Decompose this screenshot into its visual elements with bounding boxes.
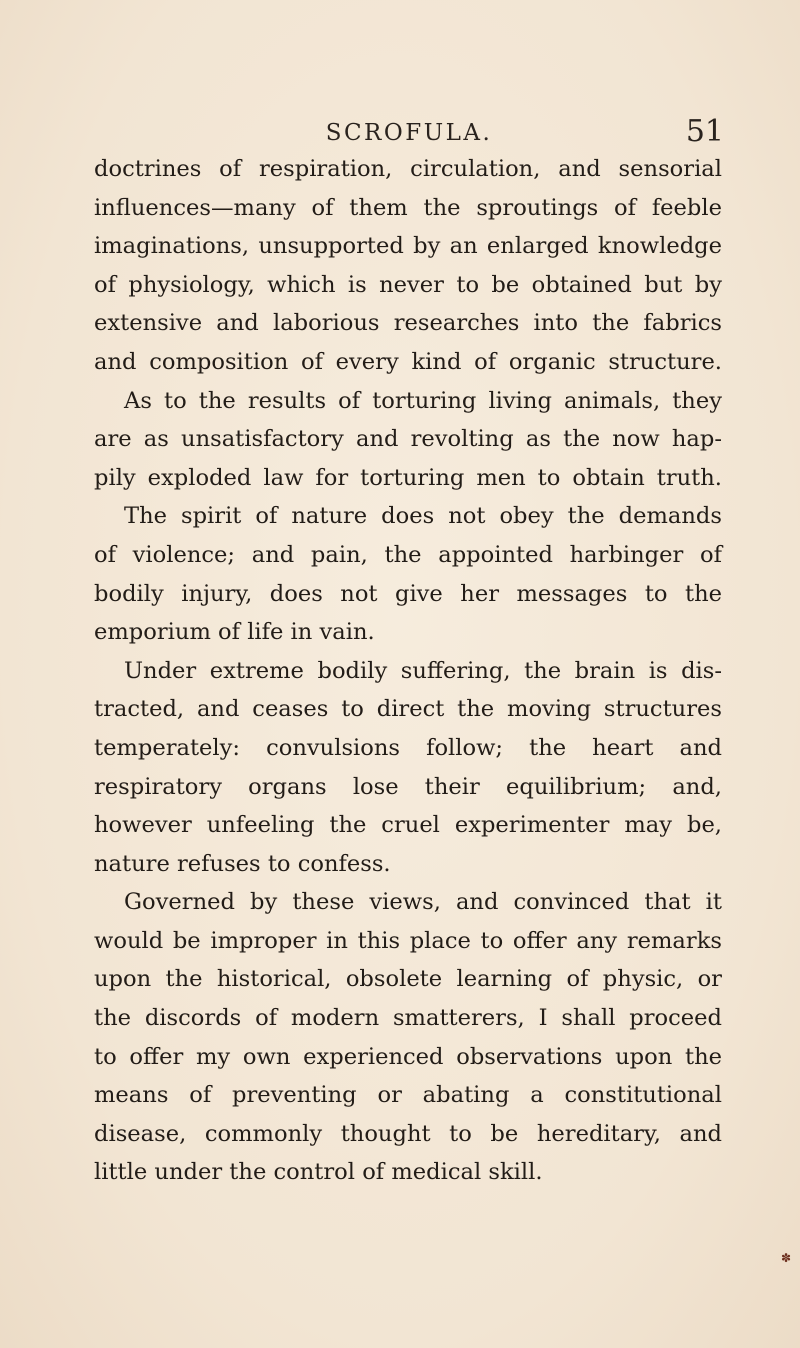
body-text	[94, 150, 722, 1192]
text-line: temperately: convulsions follow; the heart and	[94, 734, 722, 761]
text-line: respiratory organs lose their equilibrium; and,	[94, 773, 722, 800]
running-title: SCROFULA.	[325, 120, 493, 146]
text-line: bodily injury, does not give her messages to the	[94, 580, 722, 607]
text-line: doctrines of respiration, circulation, and sensorial	[94, 156, 722, 182]
text-line: little under the control of medical skill.	[94, 1159, 543, 1186]
ink-spot: ✽	[781, 1251, 792, 1265]
text-line: and composition of every kind of organic structure.	[94, 348, 722, 375]
text-line: extensive and laborious researches into the fabrics	[94, 310, 722, 337]
text-line: nature refuses to confess.	[94, 850, 391, 877]
text-line: upon the historical, obsolete learning of physic, or	[94, 966, 722, 993]
text-line: means of preventing or abating a constitutional	[94, 1082, 722, 1109]
text-line: The spirit of nature does not obey the demands	[124, 503, 722, 530]
text-line: emporium of life in vain.	[94, 619, 375, 646]
text-line: however unfeeling the cruel experimenter may be,	[94, 812, 722, 839]
text-line: pily exploded law for torturing men to obtain truth.	[94, 464, 722, 491]
text-line: disease, commonly thought to be hereditary, and	[94, 1120, 722, 1147]
text-line: of physiology, which is never to be obtained but by	[94, 271, 722, 298]
text-line: Governed by these views, and convinced that it	[124, 889, 722, 916]
text-line: the discords of modern smatterers, I shall proceed	[94, 1005, 722, 1032]
text-line: tracted, and ceases to direct the moving structures	[94, 696, 722, 723]
text-line: would be improper in this place to offer any remarks	[94, 927, 722, 954]
text-line: Under extreme bodily suffering, the brain is dis-	[124, 657, 722, 684]
text-line: influences—many of them the sproutings of feeble	[94, 194, 722, 221]
text-line: to offer my own experienced observations upon the	[94, 1043, 722, 1070]
text-line: are as unsatisfactory and revolting as the now hap-	[94, 426, 722, 453]
page-number: 51	[685, 114, 724, 149]
running-head	[94, 112, 724, 152]
text-line: imaginations, unsupported by an enlarged knowledge	[94, 233, 722, 260]
text-line: As to the results of torturing living animals, they	[124, 387, 722, 414]
text-line: of violence; and pain, the appointed harbinger of	[94, 541, 722, 568]
